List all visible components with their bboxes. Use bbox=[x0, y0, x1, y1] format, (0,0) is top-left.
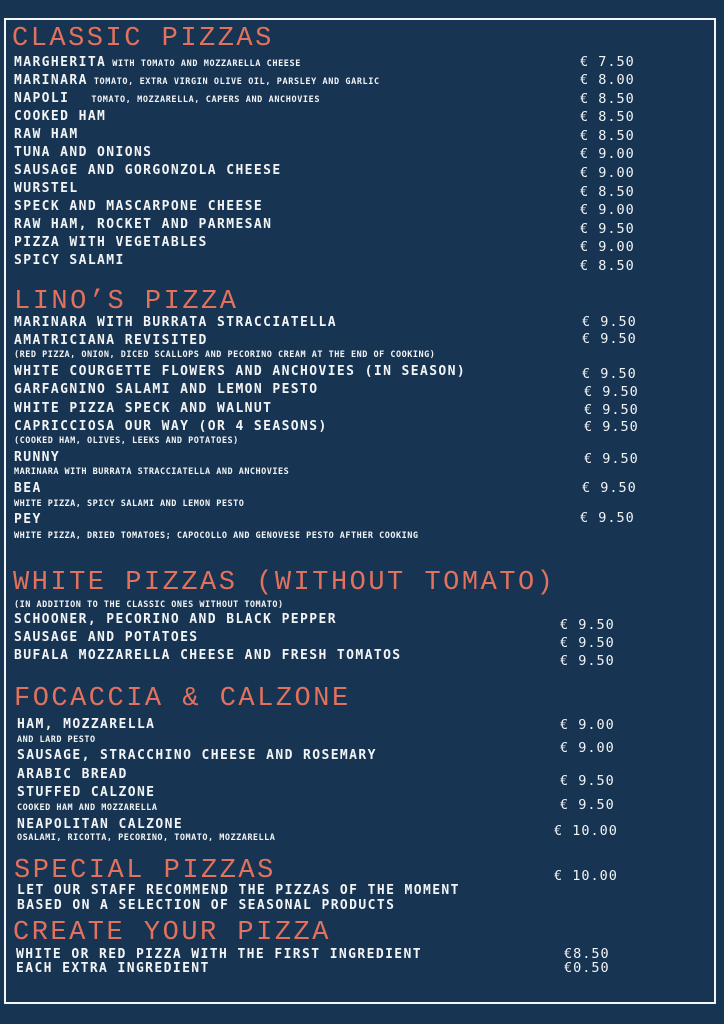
item-price: € 9.00 bbox=[580, 202, 635, 218]
item-description: WITH TOMATO AND MOZZARELLA CHEESE bbox=[112, 59, 301, 69]
menu-item: CAPRICCIOSA OUR WAY (OR 4 SEASONS) bbox=[14, 419, 328, 434]
item-price: € 9.50 bbox=[582, 331, 637, 347]
item-price: € 9.50 bbox=[584, 419, 639, 435]
menu-item: HAM, MOZZARELLA bbox=[17, 717, 156, 732]
item-price: € 9.50 bbox=[582, 314, 637, 330]
item-price: € 9.50 bbox=[560, 797, 615, 813]
item-note: (RED PIZZA, ONION, DICED SCALLOPS AND PECORINO CREAM AT THE END OF COOKING) bbox=[14, 350, 436, 360]
menu-item: WHITE PIZZA SPECK AND WALNUT bbox=[14, 401, 273, 416]
menu-item bbox=[14, 56, 301, 69]
item-name: MARINARA bbox=[14, 73, 88, 88]
menu-item: ARABIC BREAD bbox=[17, 767, 128, 782]
menu-item: SAUSAGE AND POTATOES bbox=[14, 630, 199, 645]
item-price: € 8.50 bbox=[580, 91, 635, 107]
section-title-classic: CLASSIC PIZZAS bbox=[12, 24, 274, 54]
item-price: € 10.00 bbox=[554, 823, 618, 839]
menu-item: STUFFED CALZONE bbox=[17, 785, 156, 800]
item-note: COOKED HAM AND MOZZARELLA bbox=[17, 803, 158, 813]
menu-item: COOKED HAM bbox=[14, 109, 107, 124]
item-price: €8.50 bbox=[564, 946, 610, 962]
create-description-line: WHITE OR RED PIZZA WITH THE FIRST INGREDIENT bbox=[16, 947, 422, 962]
item-price: € 7.50 bbox=[580, 54, 635, 70]
menu-item: RAW HAM, ROCKET AND PARMESAN bbox=[14, 217, 273, 232]
menu-item: NEAPOLITAN CALZONE bbox=[17, 817, 184, 832]
section-title-special: SPECIAL PIZZAS bbox=[14, 856, 276, 886]
menu-item: WHITE COURGETTE FLOWERS AND ANCHOVIES (IN SEASON) bbox=[14, 364, 467, 379]
item-description: TOMATO, EXTRA VIRGIN OLIVE OIL, PARSLEY AND GARLIC bbox=[93, 77, 380, 87]
item-description: TOMATO, MOZZARELLA, CAPERS AND ANCHOVIES bbox=[91, 95, 321, 105]
item-price: € 9.50 bbox=[560, 773, 615, 789]
menu-item: PEY bbox=[14, 512, 42, 527]
item-price: € 10.00 bbox=[554, 868, 618, 884]
menu-item: BUFALA MOZZARELLA CHEESE AND FRESH TOMATOS bbox=[14, 648, 402, 663]
item-price: € 8.50 bbox=[580, 258, 635, 274]
menu-item: SCHOONER, PECORINO AND BLACK PEPPER bbox=[14, 612, 337, 627]
item-price: € 8.50 bbox=[580, 128, 635, 144]
item-note: WHITE PIZZA, SPICY SALAMI AND LEMON PESTO bbox=[14, 499, 245, 509]
item-price: € 9.50 bbox=[582, 480, 637, 496]
item-price: € 8.00 bbox=[580, 72, 635, 88]
menu-item bbox=[14, 92, 320, 105]
menu-item: BEA bbox=[14, 481, 42, 496]
item-note: MARINARA WITH BURRATA STRACCIATELLA AND ANCHOVIES bbox=[14, 467, 290, 477]
section-title-lino: LINO’S PIZZA bbox=[14, 287, 239, 317]
menu-item: MARINARA WITH BURRATA STRACCIATELLA bbox=[14, 315, 337, 330]
item-price: € 9.50 bbox=[584, 384, 639, 400]
item-price: € 9.50 bbox=[580, 510, 635, 526]
item-note: WHITE PIZZA, DRIED TOMATOES; CAPOCOLLO AND GENOVESE PESTO AFTHER COOKING bbox=[14, 531, 419, 541]
menu-item: RAW HAM bbox=[14, 127, 79, 142]
item-price: € 8.50 bbox=[580, 109, 635, 125]
item-name: NAPOLI bbox=[14, 91, 70, 106]
menu-item: SAUSAGE AND GORGONZOLA CHEESE bbox=[14, 163, 282, 178]
item-price: € 9.50 bbox=[560, 617, 615, 633]
item-price: € 9.50 bbox=[584, 402, 639, 418]
item-price: € 9.50 bbox=[580, 221, 635, 237]
item-price: € 9.00 bbox=[580, 165, 635, 181]
create-description-line: EACH EXTRA INGREDIENT bbox=[16, 961, 210, 976]
menu-item bbox=[14, 74, 380, 87]
special-description-line: LET OUR STAFF RECOMMEND THE PIZZAS OF THE MOMENT bbox=[17, 883, 460, 898]
item-price: € 9.50 bbox=[582, 366, 637, 382]
menu-item: WURSTEL bbox=[14, 181, 79, 196]
section-subtitle: (IN ADDITION TO THE CLASSIC ONES WITHOUT TOMATO) bbox=[14, 600, 284, 610]
menu-item: GARFAGNINO SALAMI AND LEMON PESTO bbox=[14, 382, 319, 397]
menu-item: TUNA AND ONIONS bbox=[14, 145, 153, 160]
section-title-create: CREATE YOUR PIZZA bbox=[13, 918, 331, 948]
menu-item: SAUSAGE, STRACCHINO CHEESE AND ROSEMARY bbox=[17, 748, 377, 763]
special-description-line: BASED ON A SELECTION OF SEASONAL PRODUCTS bbox=[17, 898, 396, 913]
item-price: € 9.50 bbox=[560, 635, 615, 651]
item-price: € 9.00 bbox=[560, 717, 615, 733]
section-title-focaccia: FOCACCIA & CALZONE bbox=[14, 684, 351, 714]
menu-item: AMATRICIANA REVISITED bbox=[14, 333, 208, 348]
item-price: € 9.00 bbox=[560, 740, 615, 756]
item-note: OSALAMI, RICOTTA, PECORINO, TOMATO, MOZZARELLA bbox=[17, 833, 276, 843]
menu-item: RUNNY bbox=[14, 450, 61, 465]
item-price: € 9.00 bbox=[580, 239, 635, 255]
item-name: MARGHERITA bbox=[14, 55, 107, 70]
item-price: € 9.50 bbox=[560, 653, 615, 669]
item-price: € 8.50 bbox=[580, 184, 635, 200]
item-price: €0.50 bbox=[564, 960, 610, 976]
item-price: € 9.50 bbox=[584, 451, 639, 467]
menu-item: PIZZA WITH VEGETABLES bbox=[14, 235, 208, 250]
menu-item: SPECK AND MASCARPONE CHEESE bbox=[14, 199, 264, 214]
menu-item: SPICY SALAMI bbox=[14, 253, 125, 268]
item-price: € 9.00 bbox=[580, 146, 635, 162]
item-note: AND LARD PESTO bbox=[17, 735, 96, 745]
item-note: (COOKED HAM, OLIVES, LEEKS AND POTATOES) bbox=[14, 436, 239, 446]
section-title-white: WHITE PIZZAS (WITHOUT TOMATO) bbox=[13, 568, 556, 598]
